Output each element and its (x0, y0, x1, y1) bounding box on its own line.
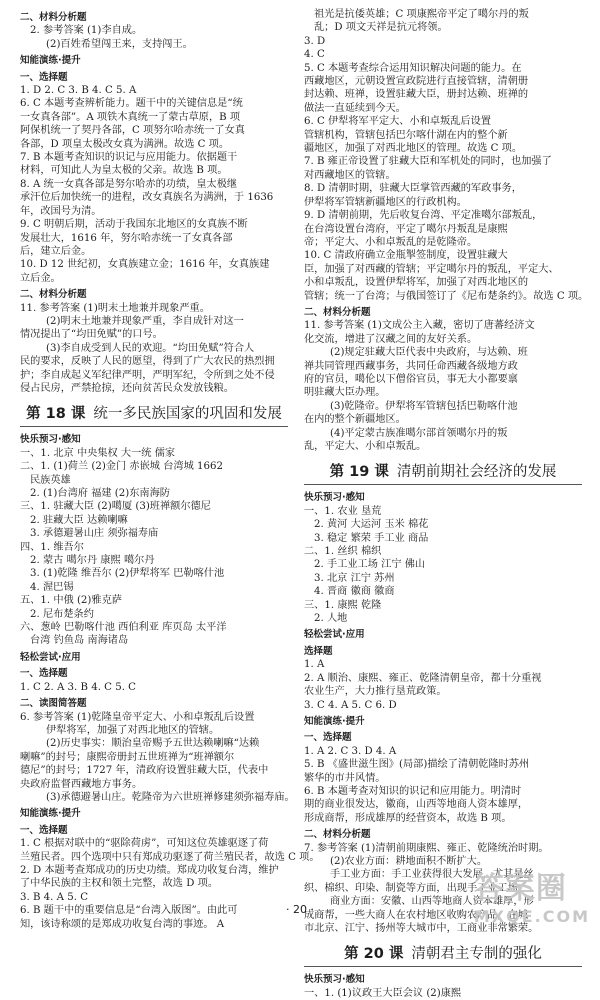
answer-line: 伊犁将军管辖新疆地区的行政机构。 (304, 196, 467, 208)
answer-line: 做法一直延续到今天。 (304, 102, 406, 114)
lesson-19-title: 清朝前期社会经济的发展 (396, 464, 557, 481)
answer-line: 9. D 清朝前期，先后收复台湾、平定准噶尔部叛乱， (304, 210, 543, 222)
lesson-18-number: 第 18 课 (26, 406, 86, 423)
lesson-18-title: 统一多民族国家的巩固和发展 (93, 406, 282, 423)
answer-line: 兰殖民者。四个选项中只有郑成功驱逐了荷兰殖民者，故选 C 项。 (20, 851, 320, 863)
answer-line: 材料，可知此人为皇太极的父亲。故选 B 项。 (20, 165, 228, 177)
answer-line: 管辖机构，管辖包括巴尔喀什湖在内的整个新 (304, 129, 508, 141)
lesson-19-rule (304, 484, 582, 485)
answer-line: 10. D 12 世纪初，女真族建立金；1616 年，女真族建 (20, 259, 270, 271)
lesson-18-rule (20, 426, 288, 427)
answer-line: 农业生产，大力推行垦荒政策。 (304, 686, 447, 698)
lesson-20-title: 清朝君主专制的强化 (411, 946, 542, 963)
answer-line: 封达赖、班禅，设置驻藏大臣，册封达赖、班禅的 (304, 89, 529, 101)
right-column (304, 8, 589, 1000)
answer-line: 祖光是抗倭英雄；C 项康熙帝平定了噶尔丹的叛 (314, 9, 529, 20)
answer-line: 10. C 清政府确立金瓶掣签制度，设置驻藏大 (304, 250, 508, 262)
answer-line: (2)历史事实：顺治皇帝赐予五世达赖喇嘛“达赖 (46, 738, 260, 750)
answer-line: 三、1. 驻藏大臣 (2)噶厦 (3)班禅额尔德尼 (20, 501, 211, 513)
answer-line: 一、1. 农业 垦荒 (304, 505, 382, 517)
lesson-18-heading (20, 403, 288, 427)
answer-line: 8. D 清朝时期，驻藏大臣掌管西藏的军政事务， (304, 183, 522, 195)
answer-line: 禅共同管理西藏事务，共同任命西藏各级地方政 (304, 360, 518, 372)
answer-line: 4. 渥巴锡 (30, 581, 74, 593)
right-answers-block (304, 8, 589, 453)
page-number: · 20 · (286, 903, 314, 916)
answer-line: 臣，加强了对西藏的管辖；平定噶尔丹的叛乱，平定大、 (304, 263, 559, 275)
answer-line: 商业方面：安徽、山西等地商人资本雄厚，形 (330, 896, 534, 908)
answer-line: 阿保机统一了契丹各部，C 项努尔哈赤统一了女真 (20, 125, 245, 137)
answer-line: 2. 蒙古 噶尔丹 康熙 噶尔丹 (30, 555, 155, 567)
section-heading: 二、材料分析题 (20, 12, 87, 23)
answer-line: 11. 参考答案 (1)文成公主入藏，密切了唐蕃经济文 (304, 320, 535, 332)
section-heading: 一、选择题 (304, 732, 352, 744)
answer-line: 对西藏地区的管辖。 (304, 169, 396, 181)
answer-line: 7. B 雍正帝设置了驻藏大臣和军机处的同时，也加强了 (304, 156, 552, 168)
section-heading: 知能演练·提升 (20, 808, 81, 820)
answer-line: 8. A 统一女真各部是努尔哈赤的功绩，皇太极继 (20, 178, 238, 190)
watermark-url: MXQE.COM (473, 907, 590, 926)
answer-line: 一、1. (1)议政王大臣会议 (2)康熙 (304, 987, 462, 999)
answer-line: 成商帮，一些大商人在农村地区收购农产品，在城 (304, 909, 529, 921)
answer-line: (3)李自成受到人民的欢迎。“均田免赋”符合人 (46, 342, 255, 354)
answer-line: 市北京、江宁、扬州等大城市中，工商业非常繁荣。 (304, 923, 539, 934)
answer-line: 9. C 明朝后期，活动于我国东北地区的女真族不断 (20, 219, 248, 231)
answer-line: 三、1. 康熙 乾隆 (304, 599, 382, 611)
answer-line: 伊犁将军，加强了对西北地区的管辖。 (46, 724, 220, 736)
section-heading: 二、读图简答题 (20, 698, 87, 710)
answer-line: 知，该诗称颂的是郑成功收复台湾的事迹。 A (20, 918, 225, 930)
answer-line: 3. 北京 江宁 苏州 (314, 572, 395, 584)
answer-line: 2. 人地 (314, 613, 348, 625)
answer-line: 喇嘛”的封号；康熙帝册封五世班禅为“班禅额尔 (20, 751, 235, 763)
answer-line: 管辖；统一了台湾；与俄国签订了《尼布楚条约》。故选 C 项。 (304, 290, 589, 302)
answer-line: 护；李自成起义军纪律严明，严明军纪，令所到之处不侵 (20, 369, 275, 381)
section-heading: 快乐预习·感知 (20, 434, 81, 446)
answer-line: 各部，D 项皇太极改女真为满洲。故选 C 项。 (20, 138, 230, 150)
answer-line: 民的要求，反映了人民的愿望，得到了广大农民的热烈拥 (20, 356, 275, 368)
answer-line: 了中华民族的主权和领土完整，故选 D 项。 (20, 878, 219, 890)
lesson-19-number: 第 19 课 (329, 464, 389, 481)
section-heading: 轻松尝试·应用 (20, 651, 81, 663)
lesson-20-rule (304, 966, 582, 967)
answer-line: 西藏地区，元朝设置宣政院进行直接管辖，清朝册 (304, 76, 529, 88)
answer-line: 织、棉织、印染、制瓷等方面，出现手工业工场。 (304, 882, 529, 894)
answer-line: 3. C 4. A 5. C 6. D (304, 699, 397, 711)
answer-line: 2. 参考答案 (1)李自成。 (30, 25, 143, 37)
answer-line: 五、1. 中俄 (2)雅克萨 (20, 595, 122, 607)
answer-line: 在台湾设置台湾府，平定了噶尔丹叛乱是康熙 (304, 223, 508, 235)
answer-line: 7. B 本题考查知识的识记与应用能力。依据题干 (20, 152, 238, 164)
answer-line: 承汗位后加快统一的进程，改女真族名为满洲，于 1636 (20, 192, 274, 204)
answer-line: 一、1. 北京 中央集权 大一统 儒家 (20, 447, 176, 459)
answer-line: 3. D (304, 35, 326, 47)
answer-line: 1. D 2. C 3. B 4. C 5. A (20, 85, 137, 97)
answer-line: 6. C 本题考查辨析能力。题干中的关键信息是“统 (20, 98, 243, 110)
answer-line: 6. C 伊犁将军平定大、小和卓叛乱后设置 (304, 116, 491, 128)
answer-line: 明驻藏大臣办理。 (304, 387, 386, 399)
answer-line: 二、1. 丝织 棉织 (304, 546, 382, 558)
section-heading: 二、材料分析题 (304, 306, 371, 318)
answer-line: 手工业方面：手工业获得很大发展，尤其是丝 (330, 869, 534, 881)
answer-line: 2. (1)台湾府 福建 (2)东南海防 (30, 488, 170, 499)
answer-line: (2)规定驻藏大臣代表中央政府，与达赖、班 (330, 347, 528, 359)
section-heading: 知能演练·提升 (20, 55, 81, 67)
answer-line: 立后金。 (20, 272, 61, 284)
section-heading: 一、选择题 (20, 71, 68, 83)
answer-line: 六、葱岭 巴勒喀什池 西伯利亚 库页岛 太平洋 (20, 622, 227, 634)
section-heading: 知能演练·提升 (304, 715, 365, 727)
answer-line: 民族英雄 (30, 474, 71, 486)
section-heading: 快乐预习·感知 (304, 974, 365, 986)
answer-line: 6. 参考答案 (1)乾隆皇帝平定大、小和卓叛乱后设置 (20, 711, 255, 723)
answer-line: 7. 参考答案 (1)清朝前期康熙、雍正、乾隆统治时期。 (304, 842, 549, 854)
answer-line: 一女真各部”。A 项铁木真统一了蒙古草原，B 项 (20, 111, 241, 123)
answer-line: 年，改国号为清。 (20, 205, 102, 217)
answer-line: 化交流，增进了汉藏之间的友好关系。 (304, 333, 478, 345)
answer-line: (4)平定蒙古族准噶尔部首领噶尔丹的叛 (330, 427, 508, 439)
section-heading: 一、选择题 (20, 668, 68, 680)
section-heading: 选择题 (304, 645, 333, 657)
answer-line: 二、1. (1)荷兰 (2)金门 赤嵌城 台湾城 1662 (20, 461, 223, 473)
lesson-20-number: 第 20 课 (344, 946, 404, 963)
answer-line: 3. 稳定 繁荣 手工业 商品 (314, 532, 429, 544)
answer-line: 疆地区，加强了对西北地区的管理。故选 C 项。 (304, 143, 523, 155)
answer-line: 2. D 本题考查郑成功的历史功绩。郑成功收复台湾，维护 (20, 864, 279, 876)
answer-line: (3)乾隆帝。伊犁将军管辖包括巴勒喀什池 (330, 400, 518, 412)
watermark-logo (474, 863, 590, 926)
answer-line: 3. (1)乾隆 维吾尔 (2)伊犁将军 巴勒喀什池 (30, 568, 225, 580)
section-heading: 快乐预习·感知 (304, 492, 365, 504)
answer-line: 5. C 本题考查综合运用知识解决问题的能力。在 (304, 62, 522, 74)
answer-line: 1. C 2. A 3. B 4. C 5. C (20, 681, 136, 693)
answer-line: 2. 驻藏大臣 达赖喇嘛 (30, 514, 128, 526)
answer-line: 6. B 题干中的重要信息是“台湾入版图”。由此可 (20, 905, 238, 917)
answer-line: 期的商业很发达，徽商，山西等地商人资本雄厚， (304, 799, 529, 811)
section-heading: 轻松尝试·应用 (304, 629, 365, 641)
answer-line: 央政府监督西藏地方事务。 (20, 778, 143, 790)
section-heading: 二、材料分析题 (20, 289, 87, 301)
answer-line: 乱；D 项文天祥是抗元将领。 (314, 22, 448, 34)
left-answers-block (20, 11, 288, 395)
answer-line: 四、1. 维吾尔 (20, 541, 84, 553)
answer-line: 情况提出了“均田免赋”的口号。 (20, 329, 163, 341)
watermark-text: 答案圈 (473, 871, 567, 906)
answer-line: 4. 晋商 徽商 徽商 (314, 586, 395, 598)
answer-line: (3)承德避暑山庄。乾隆帝为六世班禅修建须弥福寿庙。 (46, 791, 295, 803)
answer-line: 台湾 钓鱼岛 南海诸岛 (30, 635, 129, 647)
answer-line: 3. B 4. A 5. C (20, 891, 88, 903)
answer-line: 11. 参考答案 (1)明末土地兼并现象严重。 (20, 302, 210, 314)
answer-line: 3. 承德避暑山庄 须弥福寿庙 (30, 528, 159, 540)
answer-line: 2. 黄河 大运河 玉米 棉花 (314, 519, 429, 531)
lesson-19-heading (304, 461, 582, 485)
answer-line: 小和卓叛乱，设置伊犁将军，加强了对西北地区的 (304, 277, 529, 289)
answer-line: 2. 尼布楚条约 (30, 608, 94, 620)
answer-line: 乱，平定大、小和卓叛乱。 (304, 441, 427, 452)
answer-line: (2)农业方面：耕地面积不断扩大。 (330, 855, 488, 867)
answer-line: 后，建立后金。 (20, 245, 92, 257)
answer-line: 侵占民房，严禁抢掠，还向贫苦民众发放钱粮。 (20, 382, 234, 394)
section-heading: 一、选择题 (20, 824, 68, 836)
section-heading: 二、材料分析题 (304, 829, 371, 841)
answer-line: 府的官员，噶伦以下僧俗官员，事无大小都要禀 (304, 373, 518, 385)
answer-line: 繁华的市井风情。 (304, 772, 386, 784)
lesson-20-answers-block (304, 973, 582, 1000)
answer-line: 2. A 顺治、康熙、雍正、乾隆清朝皇帝，都十分重视 (304, 672, 542, 684)
lesson-20-heading (304, 943, 582, 967)
answer-line: 在内的整个新疆地区。 (304, 414, 406, 426)
answer-line: 6. B 本题考查对知识的识记和应用能力。明清时 (304, 785, 522, 797)
answer-line: (2)百姓希望闯王来，支持闯王。 (46, 38, 193, 50)
answer-line: (2)明末土地兼并现象严重，李自成针对这一 (46, 315, 244, 327)
answer-line: 1. C 根据对联中的“驱除荷虏”，可知这位英雄驱逐了荷 (20, 838, 269, 850)
answer-line: 形成商帮，形成雄厚的经营资本，故选 B 项。 (304, 812, 512, 824)
answer-line: 2. 手工业工场 江宁 佛山 (314, 559, 426, 571)
answer-line: 帝；平定大、小和卓叛乱的是乾隆帝。 (304, 236, 478, 248)
answer-line: 德尼”的封号；1727 年，清政府设置驻藏大臣，代表中 (20, 765, 269, 777)
answer-line: 4. C (304, 49, 325, 61)
answer-line: 1. A (304, 659, 325, 671)
answer-line: 5. B 《盛世滋生图》(局部)描绘了清朝乾隆时苏州 (304, 759, 530, 771)
answer-line: 1. A 2. C 3. D 4. A (304, 745, 397, 757)
answer-line: 发展壮大，1616 年，努尔哈赤统一了女真各部 (20, 232, 233, 244)
